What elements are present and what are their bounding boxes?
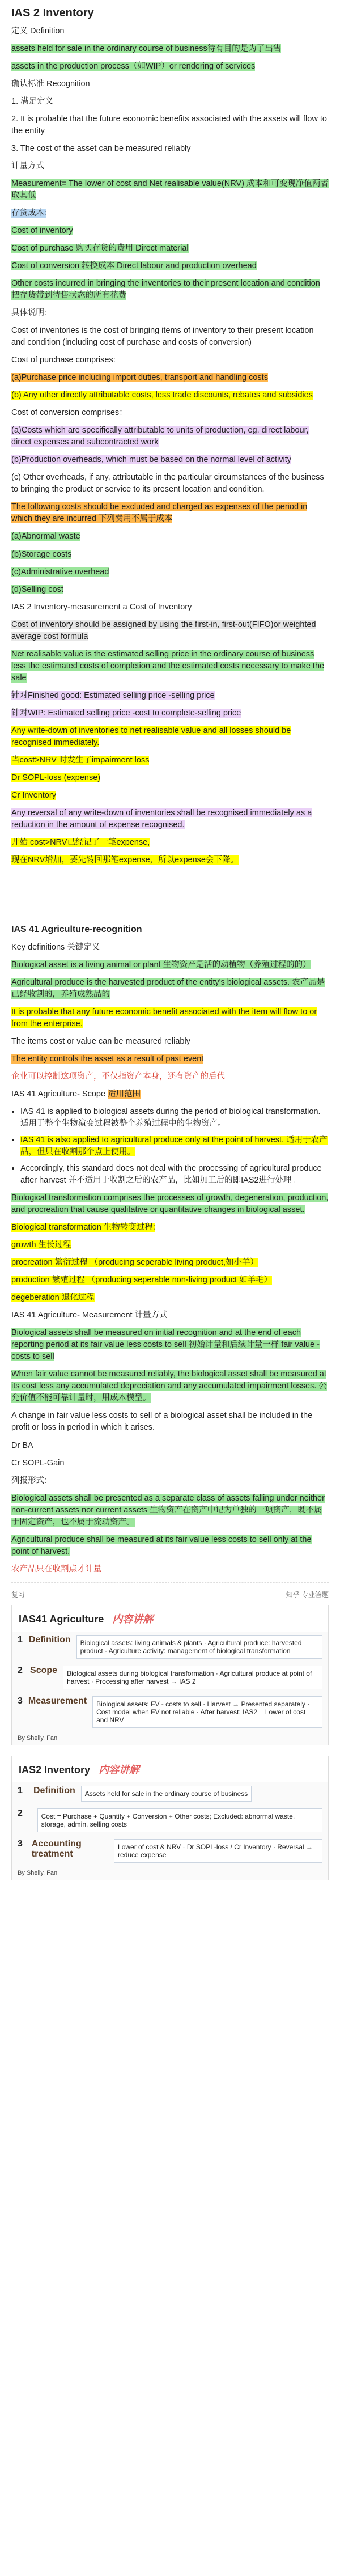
ias2-p3d: Cr Inventory <box>11 790 56 800</box>
fig1-row-1-label: Definition <box>28 1634 71 1645</box>
cost-line-2: Cost of purchase 购买存货的费用 Direct material <box>11 244 189 253</box>
fig2-author: By Shelly. Fan <box>18 1869 58 1876</box>
ias2-p2: Net realisable value is the estimated selling price in the ordinary course of business less the estimated costs of completion and the estimated costs necessary to make the sale <box>11 649 325 683</box>
measurement-line: Measurement= The lower of cost and Net realisable value(NRV) 成本和可变现净值两者取其低 <box>11 179 329 201</box>
ias2-p3c: Dr SOPL-loss (expense) <box>11 773 101 782</box>
fig1-row-1 <box>12 1632 328 1662</box>
document-page <box>11 0 329 1880</box>
fig2-row-2-num: 2 <box>18 1808 23 1818</box>
fig1-tag: 内容讲解 <box>112 1613 154 1625</box>
cost-line-1: Cost of inventory <box>11 226 73 236</box>
specific-b: (b) Any other directly attributable costs, less trade discounts, rebates and subsidies <box>11 391 313 400</box>
scope-item-3: • Accordingly, this standard does not deal with the processing of agricultural produce after harvest 并不适用于收割之后的农产品，比如加工后的即IAS2进行处理。 <box>20 1163 329 1187</box>
measurement-heading: 计量方式 <box>11 162 44 171</box>
fig2-row-1-num: 1 <box>18 1785 23 1795</box>
fig2-row-2-box: Cost = Purchase + Quantity + Conversion + Other costs; Excluded: abnormal waste, storage, admin, selling costs <box>37 1808 322 1832</box>
fig1-row-1-num: 1 <box>18 1634 23 1645</box>
excluded-a: (a)Abnormal waste <box>11 532 80 541</box>
fig1-row-3-num: 3 <box>18 1696 23 1706</box>
fig1-row-3 <box>12 1693 328 1731</box>
cost-line-3: Cost of conversion 转换成本 Direct labour and production overhead <box>11 261 257 271</box>
fig1-author: By Shelly. Fan <box>18 1734 58 1742</box>
fig1-row-2-num: 2 <box>18 1665 23 1675</box>
recognition-heading: 确认标准 Recognition <box>11 79 90 89</box>
scope-list <box>20 1106 329 1187</box>
fig1-row-1-box: Biological assets: living animals & plants · Agricultural produce: harvested product · Agriculture activity: management of biological transformation <box>76 1635 322 1659</box>
scope-item-2: • IAS 41 is also applied to agricultural produce only at the point of harvest. 适用于农产品，但只在收割那个点上使用。 <box>20 1134 329 1158</box>
measure-m1: Biological assets shall be measured on initial recognition and at the end of each reporting period at its fair value less costs to sell 初始计量和后续计量一样 fair value -costs to sell <box>11 1328 320 1362</box>
fig1-row-2 <box>12 1662 328 1693</box>
ias2-f2: 针对WIP: Estimated selling price -cost to complete-selling price <box>11 708 241 718</box>
specific-a2: (a)Costs which are specifically attributable to units of production, eg. direct labour, direct expenses and subcontracted work <box>11 426 309 447</box>
fig2-row-2 <box>12 1805 328 1836</box>
ias41-p4: The items cost or value can be measured reliably <box>11 1037 190 1046</box>
excluded-d: (d)Selling cost <box>11 584 63 594</box>
review-bar <box>11 1590 329 1599</box>
specific-p1: Cost of inventories is the cost of bringing items of inventory to their present location and condition (including cost of purchase and costs of conversion) <box>11 326 314 348</box>
ias2-measure-heading: IAS 2 Inventory-measurement a Cost of Inventory <box>11 602 192 612</box>
specific-heading: 具体说明: <box>11 308 47 318</box>
ias41-summary-figure <box>11 1605 329 1745</box>
bt-item-3: production 繁殖过程 （producing seperable non-living product 如羊毛） <box>11 1276 273 1285</box>
bt-item-1: growth 生长过程 <box>11 1240 71 1250</box>
scope-heading: IAS 41 Agriculture- Scope 适用范围 <box>11 1090 141 1099</box>
recognition-item-1: 1. 满足定义 <box>11 97 54 107</box>
excluded-c: (c)Administrative overhead <box>11 567 109 577</box>
fig2-row-1 <box>12 1782 328 1805</box>
specific-p2: Cost of purchase comprises: <box>11 355 116 365</box>
list-l2: Agricultural produce shall be measured at its fair value less costs to sell only at the point of harvest. <box>11 1535 312 1556</box>
ias2-p3: Any write-down of inventories to net realisable value and all losses should be recognised immediately. <box>11 726 291 747</box>
excluded-b: (b)Storage costs <box>11 549 72 559</box>
recognition-item-2: 2. It is probable that the future economic benefits associated with the assets will flow to the entity <box>11 115 327 136</box>
ias41-heading: IAS 41 Agriculture-recognition <box>11 924 142 934</box>
cost-heading: 存货成本: <box>11 209 47 218</box>
ias41-p5: The entity controls the asset as a result of past event <box>11 1054 204 1064</box>
list-l1: Biological assets shall be presented as a separate class of assets falling under neither non-current assets nor current assets 生物资产在资产中记为单独的一项资产，既不属于固定资产，也不属于流动资产。 <box>11 1493 325 1527</box>
measure-m3c: Cr SOPL-Gain <box>11 1458 65 1468</box>
fig1-row-3-label: Measurement <box>28 1696 87 1706</box>
fig2-row-1-box: Assets held for sale in the ordinary course of business <box>81 1786 252 1802</box>
fig1-title: IAS41 Agriculture 内容讲解 <box>12 1605 328 1632</box>
section-gap <box>11 872 329 923</box>
specific-b2: (b)Production overheads, which must be based on the normal level of activity <box>11 455 292 465</box>
definition-line1: assets held for sale in the ordinary course of business待有目的是为了出售 <box>11 44 282 54</box>
brand-watermark: 知乎 专业答题 <box>286 1590 329 1599</box>
ias41-p3: It is probable that any future economic benefit associated with the item will flow to or from the enterprise. <box>11 1007 317 1029</box>
scope-item-1: • IAS 41 is applied to biological assets during the period of biological transformation. 适用于整个生物演变过程被整个养殖过程中的生物资产。 <box>20 1106 329 1130</box>
bt-item-4: degeberation 退化过程 <box>11 1293 95 1303</box>
bt-cn: Biological transformation 生物转变过程: <box>11 1223 155 1232</box>
fig2-row-3-box: Lower of cost & NRV · Dr SOPL-loss / Cr Inventory · Reversal → reduce expense <box>114 1839 322 1863</box>
ias2-p4c: 现在NRV增加，要先转回那笔expense，所以expense会下降。 <box>11 855 239 865</box>
measure-heading: IAS 41 Agriculture- Measurement 计量方式 <box>11 1311 168 1320</box>
specific-a: (a)Purchase price including import duties, transport and handling costs <box>11 373 268 383</box>
fig2-tag: 内容讲解 <box>99 1764 140 1776</box>
definition-line2: assets in the production process（如WIP）or rendering of services <box>11 62 256 71</box>
list-l2b: 农产品只在收割点才计量 <box>11 1564 102 1574</box>
fig1-row-3-box: Biological assets: FV - costs to sell · Harvest → Presented separately · Cost model when FV not reliable · After harvest: IAS2 = Lower of cost and NRV <box>92 1696 322 1728</box>
specific-c: (c) Other overheads, if any, attributable in the particular circumstances of the business to bringing the product or service to its present location and condition. <box>11 473 324 494</box>
excluded-intro: The following costs should be excluded and charged as expenses of the period in which they are incurred 下列费用不属于成本 <box>11 502 308 524</box>
ias2-summary-figure <box>11 1756 329 1880</box>
measure-m3: A change in fair value less costs to sell of a biological asset shall be included in the profit or loss in period in which it arises. <box>11 1411 313 1433</box>
ias41-p2: Agricultural produce is the harvested product of the entity's biological assets. 农产品是已经收割的，养殖成熟品的 <box>11 978 325 999</box>
ias2-p3b: 当cost>NRV 时发生了impairment loss <box>11 755 150 765</box>
list-heading: 列报形式: <box>11 1476 47 1485</box>
scope-tag: 适用范围 <box>108 1090 141 1099</box>
fig2-row-3 <box>12 1836 328 1866</box>
fig2-row-3-label: Accounting treatment <box>31 1838 82 1859</box>
bt-item-2: procreation 繁衍过程 （producing seperable living product,如小羊） <box>11 1258 258 1268</box>
fig1-row-2-box: Biological assets during biological transformation · Agricultural produce at point of harvest · Processing after harvest → IAS 2 <box>63 1666 322 1689</box>
measure-m3b: Dr BA <box>11 1440 33 1450</box>
ias2-f1: 针对Finished good: Estimated selling price -selling price <box>11 690 215 700</box>
ias41-p5b: 企业可以控制这项资产，不仅指资产本身，还有资产的后代 <box>11 1072 225 1082</box>
definition-heading: 定义 Definition <box>11 27 65 36</box>
cost-line-4: Other costs incurred in bringing the inventories to their present location and condition 把存货带到待售状态的所有花费 <box>11 279 320 300</box>
ias41-defs: Key definitions 关键定义 <box>11 943 100 952</box>
ias2-p4: Any reversal of any write-down of inventories shall be recognised immediately as a reduction in the amount of expense recognised. <box>11 808 312 829</box>
measure-m2: When fair value cannot be measured reliably, the biological asset shall be measured at its cost less any accumulated depreciation and any accumulated impairment losses. 公允价值不能可靠计量时，用成本模型。 <box>11 1370 327 1403</box>
recognition-item-3: 3. The cost of the asset can be measured reliably <box>11 144 191 154</box>
ias2-p1: Cost of inventory should be assigned by using the first-in, first-out(FIFO)or weighted average cost formula <box>11 620 316 641</box>
page-title: IAS 2 Inventory <box>11 7 94 19</box>
specific-p3: Cost of conversion comprises： <box>11 408 128 418</box>
review-heading: 复习 <box>11 1590 26 1599</box>
ias2-p4b: 开始 cost>NRV已经记了一笔expense, <box>11 837 150 847</box>
fig2-title: IAS2 Inventory 内容讲解 <box>12 1756 328 1782</box>
fig1-row-2-label: Scope <box>30 1665 58 1675</box>
ias41-p1: Biological asset is a living animal or plant 生物资产是活的动植物（养殖过程的的） <box>11 960 311 970</box>
fig2-row-1-label: Definition <box>33 1785 75 1795</box>
divider <box>11 1582 329 1583</box>
fig2-row-3-num: 3 <box>18 1838 23 1849</box>
bt-text: Biological transformation comprises the processes of growth, degeneration, production, and procreation that cause qualitative or quantitative changes in biological asset. <box>11 1193 329 1215</box>
